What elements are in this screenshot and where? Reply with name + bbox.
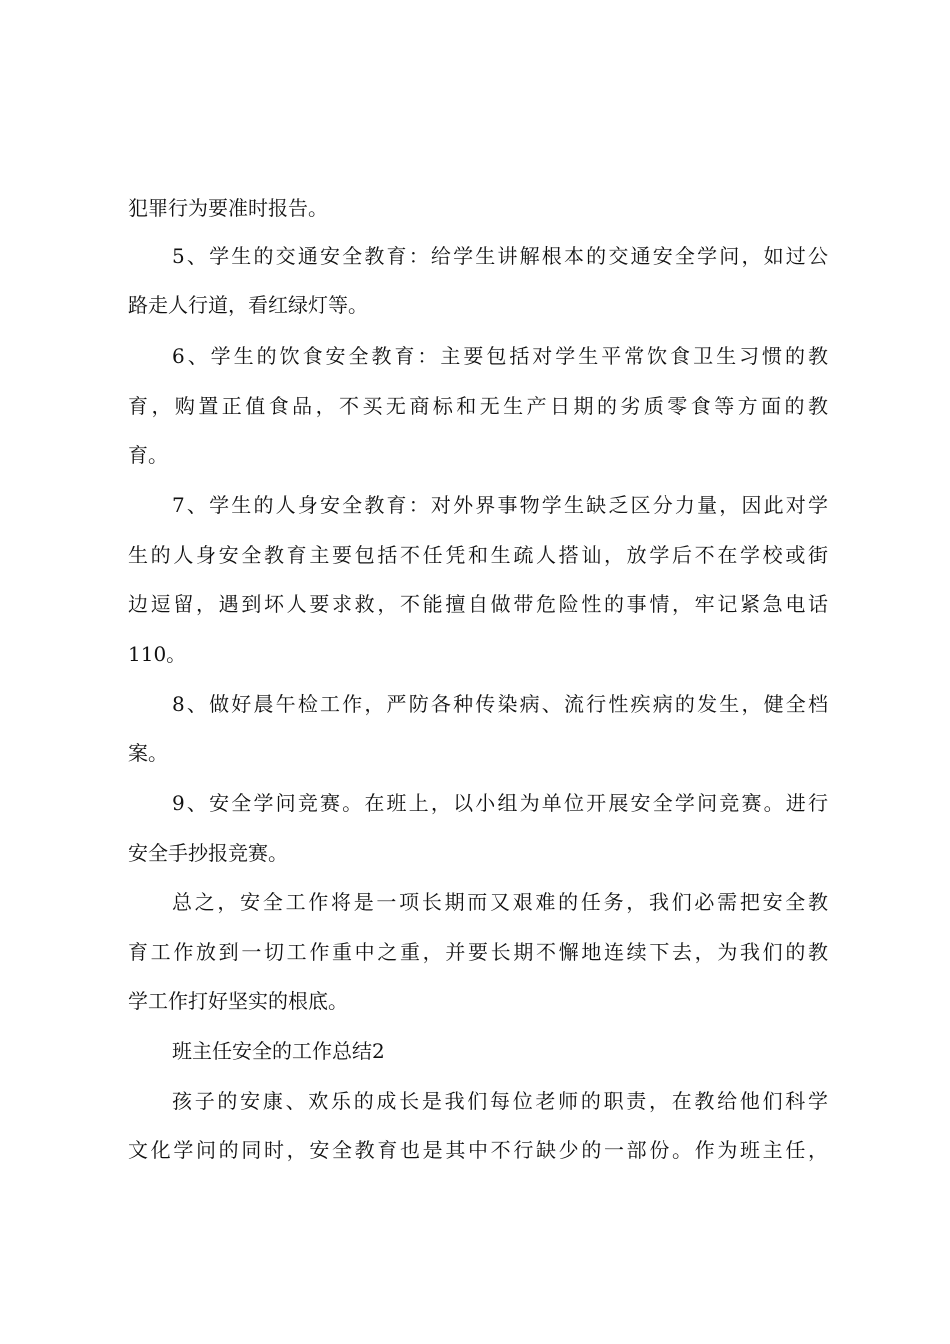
- item-7-line-3: 边逗留，遇到坏人要求救，不能擅自做带危险性的事情，牢记紧急电话: [128, 592, 828, 616]
- item-9-line-1: 9、安全学问竞赛。在班上，以小组为单位开展安全学问竞赛。进行: [172, 791, 828, 815]
- item-6-line-2: 育，购置正值食品，不买无商标和无生产日期的劣质零食等方面的教: [128, 394, 828, 418]
- text-line: 犯罪行为要准时报告。: [128, 196, 328, 220]
- item-8-line-1: 8、做好晨午检工作，严防各种传染病、流行性疾病的发生，健全档: [172, 692, 828, 716]
- item-9-line-2: 安全手抄报竞赛。: [128, 841, 288, 865]
- item-7-line-4: 110。: [128, 642, 187, 666]
- summary-line-2: 育工作放到一切工作重中之重，并要长期不懈地连续下去，为我们的教: [128, 940, 828, 964]
- item-6-line-1: 6、学生的饮食安全教育：主要包括对学生平常饮食卫生习惯的教: [172, 344, 828, 368]
- item-6-line-3: 育。: [128, 443, 168, 467]
- item-7-line-2: 生的人身安全教育主要包括不任凭和生疏人搭讪，放学后不在学校或街: [128, 543, 828, 567]
- summary-line-1: 总之，安全工作将是一项长期而又艰难的任务，我们必需把安全教: [172, 890, 828, 914]
- intro-line-1: 孩子的安康、欢乐的成长是我们每位老师的职责，在教给他们科学: [172, 1089, 828, 1113]
- item-5-line-2: 路走人行道，看红绿灯等。: [128, 293, 368, 317]
- summary-line-3: 学工作打好坚实的根底。: [128, 989, 348, 1013]
- intro-line-2: 文化学问的同时，安全教育也是其中不行缺少的一部份。作为班主任，: [128, 1138, 828, 1162]
- item-8-line-2: 案。: [128, 741, 168, 765]
- section-heading: 班主任安全的工作总结2: [172, 1039, 385, 1063]
- item-5-line-1: 5、学生的交通安全教育：给学生讲解根本的交通安全学问，如过公: [172, 244, 828, 268]
- item-7-line-1: 7、学生的人身安全教育：对外界事物学生缺乏区分力量，因此对学: [172, 493, 828, 517]
